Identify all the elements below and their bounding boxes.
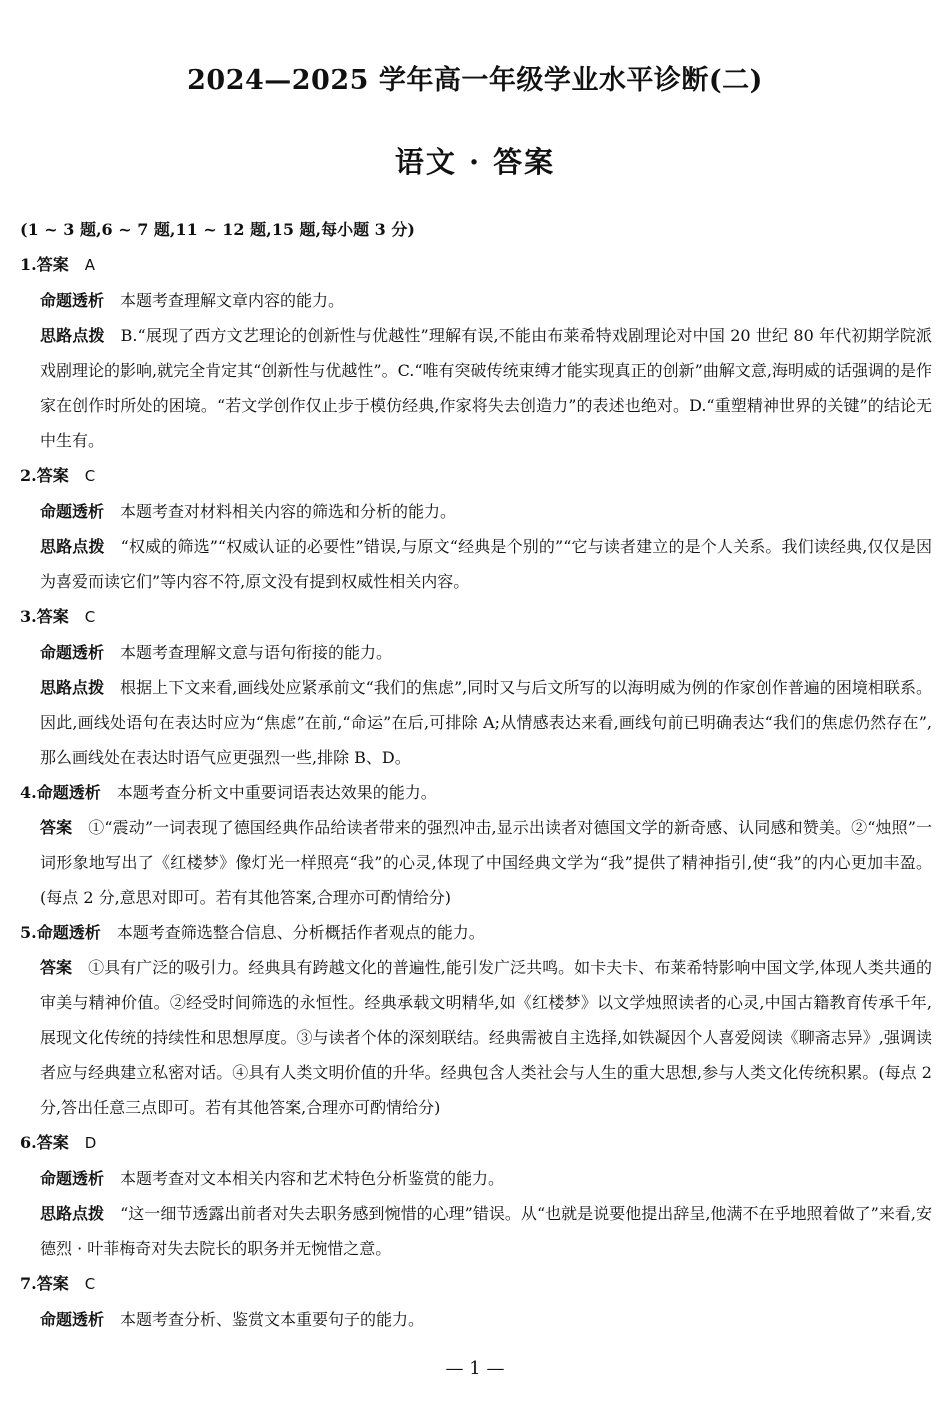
hint-text: 根据上下文来看,画线处应紧承前文“我们的焦虑”,同时又与后文所写的以海明威为例的作家创作普遍的困境相联系。因此,画线处语句在表达时应为“焦虑”在前,“命运”在后,可排除 A;从情感表达来看,画线句前已明确表达“我们的焦虑仍然存在”,那么画线处在表达时语气应更强烈一些,排除 B、D。: [40, 678, 932, 767]
analysis-label: 命题透析: [40, 1169, 105, 1188]
question-number: 5.: [20, 923, 37, 942]
hint-label: 思路点拨: [40, 326, 105, 345]
analysis-label: 命题透析: [36, 923, 101, 942]
answer-label: 答案: [36, 255, 69, 274]
answer-choice: C: [84, 608, 96, 626]
analysis-text: 本题考查分析文中重要词语表达效果的能力。: [116, 783, 437, 802]
analysis-label: 命题透析: [36, 783, 101, 802]
answer-content: [20, 212, 932, 1337]
hint-text: B.“展现了西方文艺理论的创新性与优越性”理解有误,不能由布莱希特戏剧理论对中国 20 世纪 80 年代初期学院派戏剧理论的影响,就完全肯定其“创新性与优越性”。C.“唯有突破传统束缚才能实现真正的创新”曲解文意,海明威的话强调的是作家在创作时所处的困境。“若文学创作仅止步于模仿经典,作家将失去创造力”的表述也绝对。D.“重塑精神世界的关键”的结论无中生有。: [40, 326, 932, 450]
hint-label: 思路点拨: [40, 537, 105, 556]
analysis-label: 命题透析: [40, 291, 105, 310]
analysis-label: 命题透析: [40, 502, 105, 521]
question-number: 6.: [20, 1133, 37, 1152]
question-number: 7.: [20, 1274, 37, 1293]
answer-choice: C: [84, 1275, 96, 1293]
answer-text: ①具有广泛的吸引力。经典具有跨越文化的普遍性,能引发广泛共鸣。如卡夫卡、布莱希特影响中国文学,体现人类共通的审美与精神价值。②经受时间筛选的永恒性。经典承载文明精华,如《红楼梦》以文学烛照读者的心灵,中国古籍教育传承千年,展现文化传统的持续性和思想厚度。③与读者个体的深刻联结。经典需被自主选择,如铁凝因个人喜爱阅读《聊斋志异》,强调读者应与经典建立私密对话。④具有人类文明价值的升华。经典包含人类社会与人生的重大思想,参与人类文化传统积累。(每点 2 分,答出任意三点即可。若有其他答案,合理亦可酌情给分): [40, 958, 932, 1117]
answer-choice: D: [84, 1134, 97, 1152]
analysis-text: 本题考查筛选整合信息、分析概括作者观点的能力。: [116, 923, 485, 942]
answer-label: 答案: [36, 1133, 69, 1152]
answer-label: 答案: [36, 607, 69, 626]
hint-label: 思路点拨: [40, 678, 105, 697]
hint-text: “这一细节透露出前者对失去职务感到惋惜的心理”错误。从“也就是说要他提出辞呈,他满不在乎地照着做了”来看,安德烈 · 叶菲梅奇对失去院长的职务并无惋惜之意。: [40, 1204, 932, 1258]
question-number: 2.: [20, 466, 37, 485]
exam-title: 2024—2025 学年高一年级学业水平诊断(二): [187, 65, 763, 96]
answer-choice: A: [84, 256, 95, 274]
page-number: — 1 —: [445, 1358, 505, 1379]
answer-text: ①“震动”一词表现了德国经典作品给读者带来的强烈冲击,显示出读者对德国文学的新奇感、认同感和赞美。②“烛照”一词形象地写出了《红楼梦》像灯光一样照亮“我”的心灵,体现了中国经典文学为“我”提供了精神指引,使“我”的内心更加丰盈。(每点 2 分,意思对即可。若有其他答案,合理亦可酌情给分): [40, 818, 932, 907]
question-number: 3.: [20, 607, 37, 626]
answer-choice: C: [84, 467, 96, 485]
analysis-text: 本题考查对文本相关内容和艺术特色分析鉴赏的能力。: [120, 1169, 505, 1188]
hint-label: 思路点拨: [40, 1204, 105, 1223]
scoring-note: (1 ~ 3 题,6 ~ 7 题,11 ~ 12 题,15 题,每小题 3 分): [20, 220, 415, 239]
analysis-text: 本题考查对材料相关内容的筛选和分析的能力。: [120, 502, 457, 521]
analysis-text: 本题考查分析、鉴赏文本重要句子的能力。: [120, 1310, 425, 1329]
hint-text: “权威的筛选”“权威认证的必要性”错误,与原文“经典是个别的”“它与读者建立的是个人关系。我们读经典,仅仅是因为喜爱而读它们”等内容不符,原文没有提到权威性相关内容。: [40, 537, 932, 591]
answer-label: 答案: [40, 818, 73, 837]
analysis-label: 命题透析: [40, 643, 105, 662]
question-7: [20, 1266, 932, 1337]
analysis-text: 本题考查理解文意与语句衔接的能力。: [120, 643, 393, 662]
answer-label: 答案: [36, 1274, 69, 1293]
question-6: [20, 1125, 932, 1266]
analysis-label: 命题透析: [40, 1310, 105, 1329]
question-5: [20, 915, 932, 1125]
question-2: [20, 458, 932, 599]
question-number: 4.: [20, 783, 37, 802]
question-1: [20, 247, 932, 458]
question-4: [20, 775, 932, 915]
answer-label: 答案: [40, 958, 73, 977]
analysis-text: 本题考查理解文章内容的能力。: [120, 291, 345, 310]
question-number: 1.: [20, 255, 37, 274]
question-3: [20, 599, 932, 775]
answer-label: 答案: [36, 466, 69, 485]
exam-subtitle: 语文 · 答案: [394, 145, 556, 179]
